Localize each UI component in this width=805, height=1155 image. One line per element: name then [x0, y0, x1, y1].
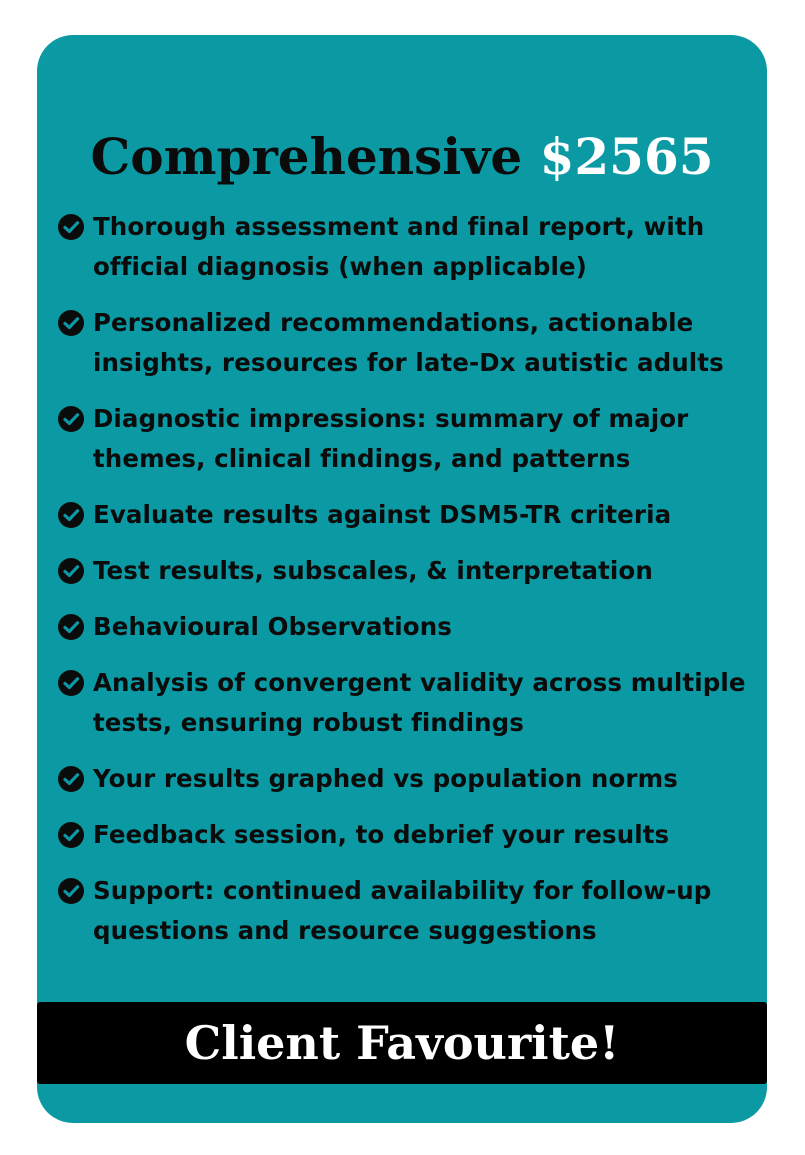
- feature-text: Evaluate results against DSM5-TR criteria: [93, 500, 672, 529]
- feature-text: Personalized recommendations, actionable insights, resources for late-Dx autistic adults: [93, 308, 724, 377]
- feature-text: Feedback session, to debrief your results: [93, 820, 670, 849]
- feature-text: Diagnostic impressions: summary of major themes, clinical findings, and patterns: [93, 404, 689, 473]
- feature-text: Test results, subscales, & interpretation: [93, 556, 653, 585]
- check-circle-icon: [57, 213, 85, 241]
- list-item: [57, 871, 757, 951]
- list-item: [57, 607, 757, 647]
- check-circle-icon: [57, 765, 85, 793]
- package-name: Comprehensive: [90, 127, 523, 186]
- list-item: [57, 207, 757, 287]
- check-circle-icon: [57, 877, 85, 905]
- list-item: [57, 495, 757, 535]
- list-item: [57, 551, 757, 591]
- feature-text: Thorough assessment and final report, with official diagnosis (when applicable): [93, 212, 705, 281]
- check-circle-icon: [57, 501, 85, 529]
- check-circle-icon: [57, 557, 85, 585]
- client-favourite-banner: [37, 1002, 767, 1084]
- list-item: [57, 399, 757, 479]
- banner-label: Client Favourite!: [184, 1016, 620, 1070]
- list-item: [57, 663, 757, 743]
- check-circle-icon: [57, 309, 85, 337]
- check-circle-icon: [57, 405, 85, 433]
- check-circle-icon: [57, 821, 85, 849]
- check-circle-icon: [57, 669, 85, 697]
- pricing-card: [37, 35, 767, 1123]
- list-item: [57, 759, 757, 799]
- package-price: $2565: [539, 127, 714, 186]
- feature-text: Your results graphed vs population norms: [93, 764, 678, 793]
- list-item: [57, 303, 757, 383]
- check-circle-icon: [57, 613, 85, 641]
- list-item: [57, 815, 757, 855]
- package-title: [37, 127, 767, 187]
- feature-text: Analysis of convergent validity across multiple tests, ensuring robust findings: [93, 668, 746, 737]
- feature-text: Behavioural Observations: [93, 612, 452, 641]
- feature-list: [57, 207, 757, 951]
- feature-text: Support: continued availability for follow-up questions and resource suggestions: [93, 876, 712, 945]
